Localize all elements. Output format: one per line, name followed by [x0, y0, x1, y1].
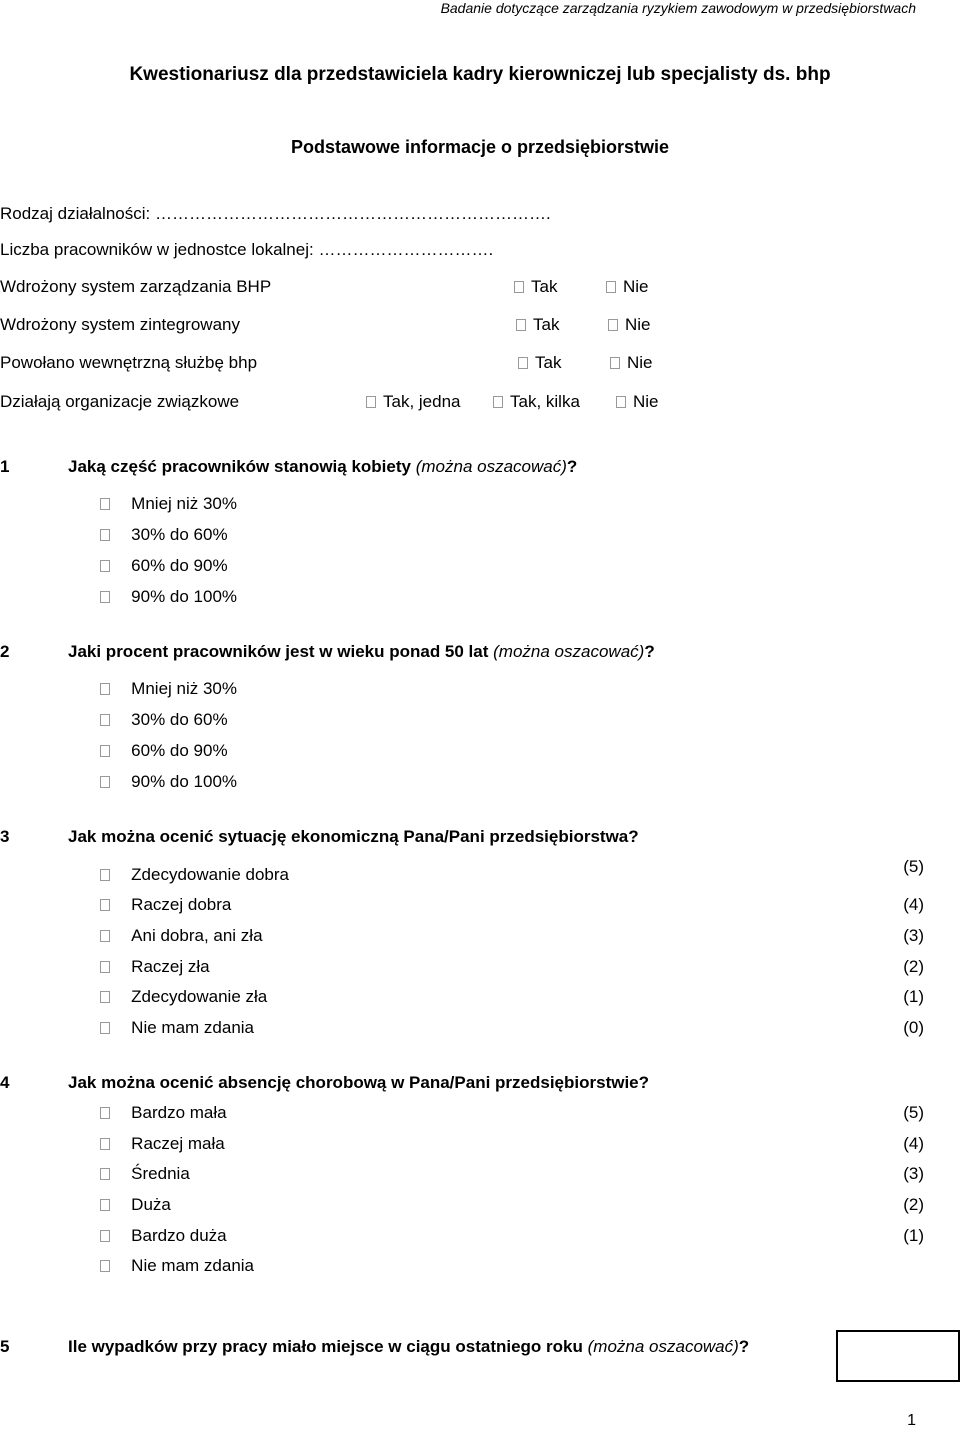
checkbox-option[interactable]: Tak, jedna	[366, 392, 461, 412]
question-number: 5	[0, 1337, 10, 1356]
checkbox-icon	[100, 776, 110, 788]
answer-option[interactable]: Zdecydowanie dobra	[100, 865, 289, 885]
checkbox-option[interactable]: Tak	[516, 315, 559, 335]
checkbox-option[interactable]: Nie	[606, 277, 649, 297]
question-text: Jak można ocenić sytuację ekonomiczną Pana/Pani przedsiębiorstwa?	[68, 827, 639, 846]
running-header: Badanie dotyczące zarządzania ryzykiem zawodowym w przedsiębiorstwach	[440, 0, 916, 16]
checkbox-option[interactable]: Nie	[616, 392, 659, 412]
checkbox-icon	[100, 560, 110, 572]
question-text: Jaki procent pracowników jest w wieku ponad 50 lat (można oszacować)?	[68, 642, 655, 661]
answer-option[interactable]: 60% do 90%	[100, 741, 228, 761]
question-number: 4	[0, 1073, 10, 1092]
checkbox-option[interactable]: Tak	[518, 353, 561, 373]
checkbox-option[interactable]: Nie	[608, 315, 651, 335]
answer-option[interactable]: 30% do 60%	[100, 525, 228, 545]
answer-option[interactable]: 30% do 60%	[100, 710, 228, 730]
checkbox-icon	[616, 396, 626, 408]
answer-option[interactable]: Nie mam zdania	[100, 1018, 254, 1038]
checkbox-icon	[100, 961, 110, 973]
checkbox-icon	[100, 683, 110, 695]
answer-option[interactable]: Mniej niż 30%	[100, 494, 237, 514]
checkbox-icon	[100, 991, 110, 1003]
question-text: Ile wypadków przy pracy miało miejsce w ciągu ostatniego roku (można oszacować)?	[68, 1337, 750, 1356]
checkbox-icon	[606, 281, 616, 293]
question-text: Jaką część pracowników stanowią kobiety (można oszacować)?	[68, 457, 578, 476]
answer-option[interactable]: 60% do 90%	[100, 556, 228, 576]
checkbox-option[interactable]: Nie	[610, 353, 653, 373]
checkbox-icon	[100, 1022, 110, 1034]
checkbox-icon	[100, 1199, 110, 1211]
answer-option[interactable]: Duża	[100, 1195, 171, 1215]
answer-option[interactable]: Raczej dobra	[100, 895, 231, 915]
question-number: 2	[0, 642, 10, 661]
checkbox-icon	[100, 1107, 110, 1119]
checkbox-icon	[100, 1230, 110, 1242]
score-label: (4)	[903, 1134, 924, 1153]
answer-option[interactable]: Raczej mała	[100, 1134, 225, 1154]
score-label: (3)	[903, 1164, 924, 1183]
checkbox-option[interactable]: Tak, kilka	[493, 392, 580, 412]
checkbox-icon	[100, 714, 110, 726]
checkbox-icon	[100, 498, 110, 510]
checkbox-icon	[493, 396, 503, 408]
page-number: 1	[907, 1412, 916, 1429]
answer-option[interactable]: Bardzo duża	[100, 1226, 227, 1246]
answer-option[interactable]: Mniej niż 30%	[100, 679, 237, 699]
answer-option[interactable]: Średnia	[100, 1164, 190, 1184]
score-label: (0)	[903, 1018, 924, 1037]
answer-option[interactable]: Nie mam zdania	[100, 1256, 254, 1276]
checkbox-icon	[514, 281, 524, 293]
activity-field[interactable]: Rodzaj działalności: …………………………………………………………….	[0, 204, 551, 223]
row-label-integrated-system: Wdrożony system zintegrowany	[0, 315, 240, 334]
checkbox-icon	[610, 357, 620, 369]
score-label: (5)	[903, 1103, 924, 1122]
score-label: (1)	[903, 1226, 924, 1245]
row-label-internal-service: Powołano wewnętrzną służbę bhp	[0, 353, 258, 372]
checkbox-icon	[100, 1168, 110, 1180]
score-label: (4)	[903, 895, 924, 914]
row-label-unions: Działają organizacje związkowe	[0, 392, 240, 411]
checkbox-icon	[518, 357, 528, 369]
score-label: (1)	[903, 987, 924, 1006]
section-subtitle: Podstawowe informacje o przedsiębiorstwie	[290, 137, 670, 157]
employees-field[interactable]: Liczba pracowników w jednostce lokalnej: ………………………….	[0, 240, 494, 259]
answer-option[interactable]: Bardzo mała	[100, 1103, 227, 1123]
score-label: (2)	[903, 1195, 924, 1214]
checkbox-icon	[100, 529, 110, 541]
checkbox-icon	[100, 869, 110, 881]
page-title: Kwestionariusz dla przedstawiciela kadry kierowniczej lub specjalisty ds. bhp	[129, 64, 831, 85]
answer-option[interactable]: Zdecydowanie zła	[100, 987, 267, 1007]
answer-option[interactable]: Ani dobra, ani zła	[100, 926, 263, 946]
checkbox-icon	[100, 899, 110, 911]
answer-option[interactable]: Raczej zła	[100, 957, 210, 977]
checkbox-icon	[100, 591, 110, 603]
answer-option[interactable]: 90% do 100%	[100, 772, 237, 792]
question-text: Jak można ocenić absencję chorobową w Pana/Pani przedsiębiorstwie?	[68, 1073, 650, 1092]
checkbox-option[interactable]: Tak	[514, 277, 557, 297]
checkbox-icon	[100, 1138, 110, 1150]
answer-option[interactable]: 90% do 100%	[100, 587, 237, 607]
checkbox-icon	[100, 930, 110, 942]
score-label: (5)	[903, 857, 924, 876]
checkbox-icon	[516, 319, 526, 331]
checkbox-icon	[366, 396, 376, 408]
question-number: 1	[0, 457, 10, 476]
answer-input-box[interactable]	[836, 1330, 960, 1382]
score-label: (3)	[903, 926, 924, 945]
question-number: 3	[0, 827, 10, 846]
checkbox-icon	[100, 745, 110, 757]
row-label-bhp-system: Wdrożony system zarządzania BHP	[0, 277, 272, 296]
score-label: (2)	[903, 957, 924, 976]
checkbox-icon	[100, 1260, 110, 1272]
checkbox-icon	[608, 319, 618, 331]
